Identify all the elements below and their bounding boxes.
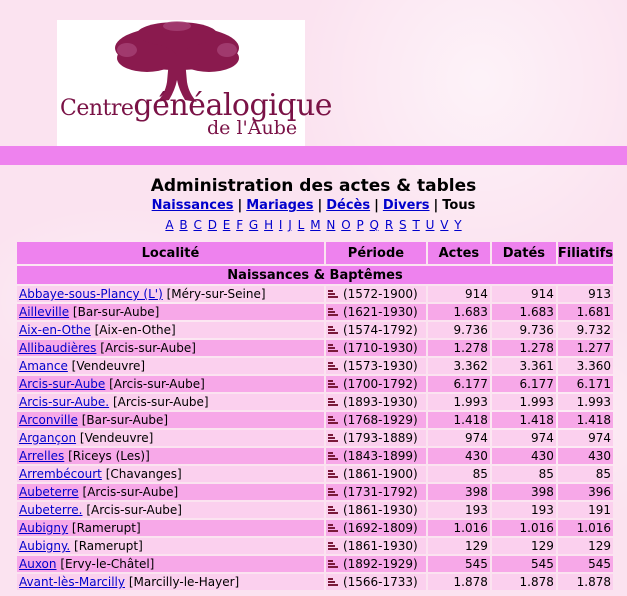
alpha-link[interactable]: O	[341, 218, 351, 232]
table-row	[17, 322, 613, 338]
nav-separator: |	[317, 198, 323, 213]
filiatifs-cell: 6.171	[558, 376, 613, 392]
alpha-link[interactable]: G	[248, 218, 259, 232]
canton-label: [Arcis-sur-Aube]	[112, 395, 209, 409]
periode-cell	[326, 538, 426, 554]
dates-cell: 3.361	[492, 358, 556, 374]
place-link[interactable]: Ailleville	[19, 305, 70, 319]
alpha-link[interactable]: S	[399, 218, 407, 232]
canton-label: [Arcis-sur-Aube]	[82, 485, 179, 499]
dates-cell: 430	[492, 448, 556, 464]
logo-title-line1: Centregénéalogique	[60, 88, 333, 123]
actes-cell: 1.278	[428, 340, 490, 356]
dates-cell: 129	[492, 538, 556, 554]
dates-cell: 1.878	[492, 574, 556, 590]
table-row	[17, 520, 613, 536]
alpha-link[interactable]: I	[278, 218, 283, 232]
period-value: (1700-1792)	[342, 377, 418, 391]
filiatifs-cell: 1.681	[558, 304, 613, 320]
actes-cell: 129	[428, 538, 490, 554]
periode-cell	[326, 304, 426, 320]
table-list-icon[interactable]	[328, 308, 338, 317]
period-value: (1893-1930)	[342, 395, 418, 409]
filiatifs-cell: 430	[558, 448, 613, 464]
localite-cell	[17, 520, 324, 536]
period-value: (1574-1792)	[342, 323, 418, 337]
canton-label: [Chavanges]	[105, 467, 182, 481]
alpha-link[interactable]: J	[288, 218, 292, 232]
canton-label: [Ramerupt]	[71, 521, 141, 535]
periode-cell	[326, 484, 426, 500]
localite-cell	[17, 574, 324, 590]
table-row	[17, 304, 613, 320]
alpha-link[interactable]: D	[207, 218, 217, 232]
actes-cell: 1.683	[428, 304, 490, 320]
table-row	[17, 484, 613, 500]
periode-cell	[326, 502, 426, 518]
nav-separator: |	[237, 198, 243, 213]
filiatifs-cell: 191	[558, 502, 613, 518]
table-list-icon[interactable]	[328, 290, 338, 299]
actes-cell: 3.362	[428, 358, 490, 374]
localite-cell	[17, 556, 324, 572]
dates-cell: 1.016	[492, 520, 556, 536]
table-list-icon[interactable]	[328, 542, 338, 551]
alpha-link[interactable]: M	[310, 218, 321, 232]
actes-cell: 9.736	[428, 322, 490, 338]
nav-deces-link[interactable]: Décès	[326, 198, 371, 213]
actes-cell: 1.878	[428, 574, 490, 590]
period-value: (1793-1889)	[342, 431, 418, 445]
table-list-icon[interactable]	[328, 326, 338, 335]
localite-cell	[17, 358, 324, 374]
nav-separator: |	[433, 198, 439, 213]
dates-cell: 1.683	[492, 304, 556, 320]
actes-cell: 545	[428, 556, 490, 572]
table-list-icon[interactable]	[328, 488, 338, 497]
actes-cell: 6.177	[428, 376, 490, 392]
filiatifs-cell: 9.732	[558, 322, 613, 338]
period-value: (1573-1930)	[342, 359, 418, 373]
place-link[interactable]: Arcis-sur-Aube	[19, 377, 106, 391]
periode-cell	[326, 448, 426, 464]
alpha-link[interactable]: Q	[369, 218, 379, 232]
table-list-icon[interactable]	[328, 452, 338, 461]
filiatifs-cell: 129	[558, 538, 613, 554]
periode-cell	[326, 376, 426, 392]
filiatifs-cell: 913	[558, 286, 613, 302]
table-row	[17, 376, 613, 392]
filiatifs-cell: 1.878	[558, 574, 613, 590]
canton-label: [Ramerupt]	[74, 539, 143, 553]
nav-separator: |	[374, 198, 379, 213]
table-row	[17, 412, 613, 428]
filiatifs-cell: 1.418	[558, 412, 613, 428]
localite-cell	[17, 502, 324, 518]
period-value: (1892-1929)	[342, 557, 418, 571]
canton-label: [Ervy-le-Châtel]	[60, 557, 155, 571]
table-list-icon[interactable]	[328, 470, 338, 479]
period-value: (1861-1900)	[342, 467, 418, 481]
canton-label: [Arcis-sur-Aube]	[109, 377, 205, 391]
periode-cell	[326, 412, 426, 428]
periode-cell	[326, 394, 426, 410]
filiatifs-cell: 1.993	[558, 394, 613, 410]
actes-cell: 1.016	[428, 520, 490, 536]
period-value: (1731-1792)	[342, 485, 418, 499]
place-link[interactable]: Abbaye-sous-Plancy (L')	[19, 287, 163, 301]
periode-cell	[326, 322, 426, 338]
nav-mariages-link[interactable]: Mariages	[246, 198, 314, 213]
acts-table	[15, 240, 615, 592]
periode-cell	[326, 286, 426, 302]
canton-label: [Bar-sur-Aube]	[72, 305, 160, 319]
table-list-icon[interactable]	[328, 578, 338, 587]
localite-cell	[17, 466, 324, 482]
filiatifs-cell: 1.277	[558, 340, 613, 356]
actes-cell: 430	[428, 448, 490, 464]
period-value: (1621-1930)	[342, 305, 418, 319]
place-link[interactable]: Arcis-sur-Aube.	[19, 395, 110, 409]
section-title: Naissances & Baptêmes	[17, 266, 613, 284]
dates-cell: 545	[492, 556, 556, 572]
canton-label: [Bar-sur-Aube]	[81, 413, 169, 427]
nav-divers-link[interactable]: Divers	[382, 198, 430, 213]
periode-cell	[326, 466, 426, 482]
place-link[interactable]: Arconville	[19, 413, 78, 427]
period-value: (1566-1733)	[342, 575, 418, 589]
col-dates: Datés	[492, 242, 556, 264]
dates-cell: 85	[492, 466, 556, 482]
actes-cell: 85	[428, 466, 490, 482]
site-logo[interactable]	[57, 20, 333, 146]
table-row	[17, 538, 613, 554]
table-list-icon[interactable]	[328, 398, 338, 407]
canton-label: [Arcis-sur-Aube]	[100, 341, 196, 355]
period-value: (1861-1930)	[342, 503, 418, 517]
col-actes: Actes	[428, 242, 490, 264]
localite-cell	[17, 412, 324, 428]
period-value: (1572-1900)	[342, 287, 418, 301]
actes-cell: 1.993	[428, 394, 490, 410]
header-band	[0, 146, 627, 165]
periode-cell	[326, 520, 426, 536]
alpha-link[interactable]: P	[356, 218, 364, 232]
periode-cell	[326, 340, 426, 356]
filiatifs-cell: 974	[558, 430, 613, 446]
actes-cell: 193	[428, 502, 490, 518]
table-row	[17, 430, 613, 446]
table-list-icon[interactable]	[328, 416, 338, 425]
canton-label: [Marcilly-le-Hayer]	[128, 575, 240, 589]
filiatifs-cell: 1.016	[558, 520, 613, 536]
place-link[interactable]: Aubeterre.	[19, 503, 83, 517]
alpha-link[interactable]: U	[425, 218, 435, 232]
localite-cell	[17, 304, 324, 320]
actes-cell: 398	[428, 484, 490, 500]
table-list-icon[interactable]	[328, 344, 338, 353]
nav-tous-current: Tous	[442, 198, 476, 213]
category-nav	[0, 198, 627, 213]
table-list-icon[interactable]	[328, 560, 338, 569]
localite-cell	[17, 376, 324, 392]
period-value: (1843-1899)	[342, 449, 418, 463]
dates-cell: 398	[492, 484, 556, 500]
canton-label: [Vendeuvre]	[71, 359, 146, 373]
table-list-icon[interactable]	[328, 506, 338, 515]
place-link[interactable]: Amance	[19, 359, 68, 373]
filiatifs-cell: 545	[558, 556, 613, 572]
alpha-link[interactable]: A	[165, 218, 174, 232]
place-link[interactable]: Aubigny.	[19, 539, 71, 553]
actes-cell: 974	[428, 430, 490, 446]
periode-cell	[326, 556, 426, 572]
filiatifs-cell: 396	[558, 484, 613, 500]
col-filiatifs: Filiatifs	[558, 242, 613, 264]
canton-label: [Vendeuvre]	[79, 431, 154, 445]
filiatifs-cell: 85	[558, 466, 613, 482]
alpha-link[interactable]: V	[440, 218, 449, 232]
alpha-link[interactable]: F	[236, 218, 244, 232]
table-row	[17, 574, 613, 590]
periode-cell	[326, 358, 426, 374]
section-row	[17, 266, 613, 284]
table-row	[17, 358, 613, 374]
localite-cell	[17, 448, 324, 464]
table-row	[17, 286, 613, 302]
table-list-icon[interactable]	[328, 362, 338, 371]
period-value: (1768-1929)	[342, 413, 418, 427]
period-value: (1692-1809)	[342, 521, 418, 535]
dates-cell: 193	[492, 502, 556, 518]
actes-cell: 1.418	[428, 412, 490, 428]
place-link[interactable]: Avant-lès-Marcilly	[19, 575, 125, 589]
table-header-row	[17, 242, 613, 264]
localite-cell	[17, 538, 324, 554]
table-list-icon[interactable]	[328, 524, 338, 533]
nav-naissances-link[interactable]: Naissances	[151, 198, 234, 213]
place-link[interactable]: Auxon	[19, 557, 57, 571]
filiatifs-cell: 3.360	[558, 358, 613, 374]
alpha-link[interactable]: T	[412, 218, 420, 232]
dates-cell: 6.177	[492, 376, 556, 392]
logo-title-line2: de l'Aube	[207, 117, 298, 139]
col-periode: Période	[326, 242, 426, 264]
alphabet-nav	[0, 218, 627, 232]
localite-cell	[17, 286, 324, 302]
period-value: (1710-1930)	[342, 341, 418, 355]
dates-cell: 1.418	[492, 412, 556, 428]
dates-cell: 914	[492, 286, 556, 302]
table-row	[17, 340, 613, 356]
dates-cell: 974	[492, 430, 556, 446]
actes-cell: 914	[428, 286, 490, 302]
table-row	[17, 502, 613, 518]
alpha-link[interactable]: H	[264, 218, 274, 232]
dates-cell: 1.278	[492, 340, 556, 356]
periode-cell	[326, 574, 426, 590]
period-value: (1861-1930)	[342, 539, 418, 553]
alpha-link[interactable]: Y	[454, 218, 462, 232]
localite-cell	[17, 394, 324, 410]
canton-label: [Aix-en-Othe]	[94, 323, 176, 337]
table-row	[17, 556, 613, 572]
localite-cell	[17, 484, 324, 500]
place-link[interactable]: Aubeterre	[19, 485, 79, 499]
dates-cell: 9.736	[492, 322, 556, 338]
canton-label: [Arcis-sur-Aube]	[86, 503, 182, 517]
table-row	[17, 394, 613, 410]
table-list-icon[interactable]	[328, 434, 338, 443]
place-link[interactable]: Arrembécourt	[19, 467, 102, 481]
place-link[interactable]: Aubigny	[19, 521, 69, 535]
place-link[interactable]: Arrelles	[19, 449, 65, 463]
alpha-link[interactable]: C	[193, 218, 202, 232]
table-row	[17, 448, 613, 464]
table-row	[17, 466, 613, 482]
alpha-link[interactable]: B	[179, 218, 188, 232]
localite-cell	[17, 430, 324, 446]
canton-label: [Riceys (Les)]	[68, 449, 150, 463]
periode-cell	[326, 430, 426, 446]
table-list-icon[interactable]	[328, 380, 338, 389]
place-link[interactable]: Aix-en-Othe	[19, 323, 91, 337]
place-link[interactable]: Argançon	[19, 431, 77, 445]
alpha-link[interactable]: N	[326, 218, 336, 232]
page-title: Administration des actes & tables	[150, 176, 477, 196]
localite-cell	[17, 340, 324, 356]
alpha-link[interactable]: R	[384, 218, 394, 232]
col-localite: Localité	[17, 242, 324, 264]
alpha-link[interactable]: L	[297, 218, 305, 232]
alpha-link[interactable]: E	[222, 218, 231, 232]
dates-cell: 1.993	[492, 394, 556, 410]
canton-label: [Méry-sur-Seine]	[166, 287, 266, 301]
localite-cell	[17, 322, 324, 338]
place-link[interactable]: Allibaudières	[19, 341, 97, 355]
